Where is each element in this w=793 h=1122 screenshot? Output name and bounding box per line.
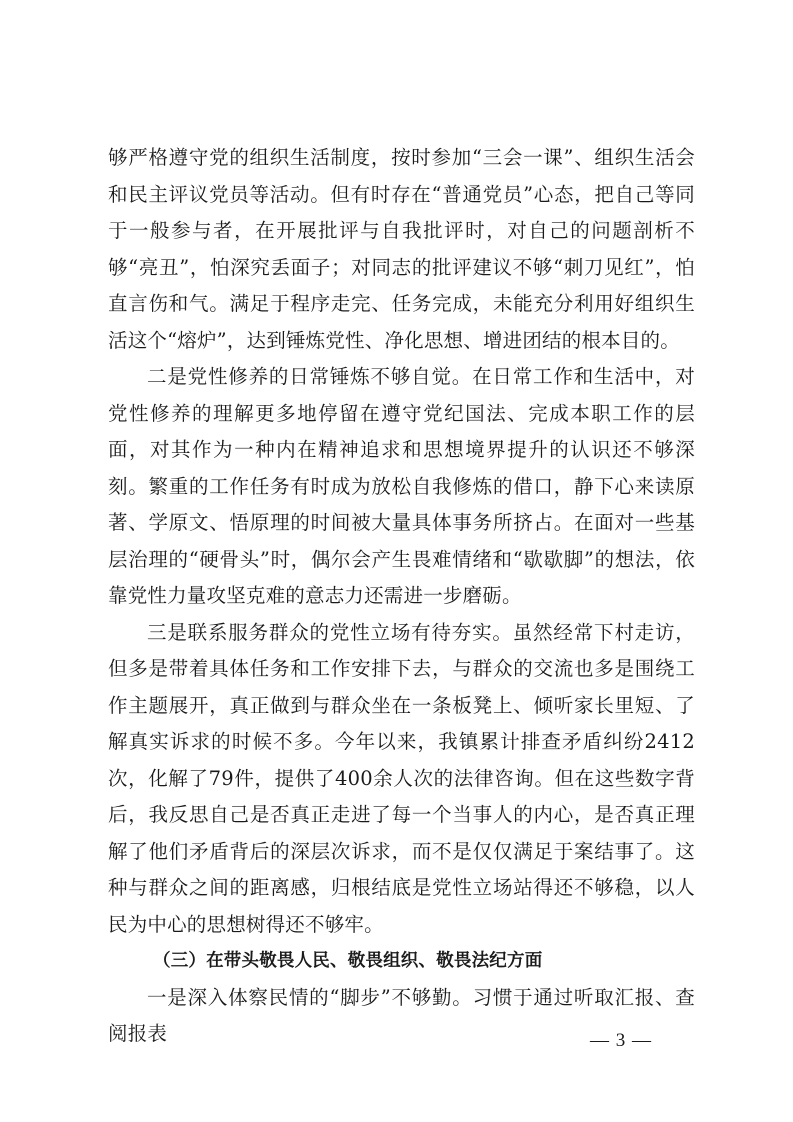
document-body: [108, 140, 695, 1053]
section-heading: （三）在带头敬畏人民、敬畏组织、敬畏法纪方面: [153, 951, 543, 971]
paragraph-serving-the-masses: 三是联系服务群众的党性立场有待夯实。虽然经常下村走访，但多是带着具体任务和工作安排下去，与群众的交流也多是围绕工作主题展开，真正做到与群众坐在一条板凳上、倾听家长里短、了解真实诉求的时候不多。今年以来，我镇累计排查矛盾纠纷2412次，化解了79件，提供了400余人次的法律咨询。但在这些数字背后，我反思自己是否真正走进了每一个当事人的内心，是否真正理解了他们矛盾背后的深层次诉求，而不是仅仅满足于案结事了。这种与群众之间的距离感，归根结底是党性立场站得还不够稳，以人民为中心的思想树得还不够牢。: [108, 620, 695, 936]
paragraph-field-visits: 一是深入体察民情的“脚步”不够勤。习惯于通过听取汇报、查阅报表: [108, 985, 695, 1045]
page-number: — 3 —: [590, 1030, 652, 1051]
paragraph-organizational-life: 够严格遵守党的组织生活制度，按时参加“三会一课”、组织生活会和民主评议党员等活动。但有时存在“普通党员”心态，把自己等同于一般参与者，在开展批评与自我批评时，对自己的问题剖析不够“亮丑”，怕深究丢面子；对同志的批评建议不够“刺刀见红”，怕直言伤和气。满足于程序走完、任务完成，未能充分利用好组织生活这个“熔炉”，达到锤炼党性、净化思想、增进团结的根本目的。: [108, 146, 695, 352]
paragraph-party-spirit-cultivation: 二是党性修养的日常锤炼不够自觉。在日常工作和生活中，对党性修养的理解更多地停留在遵守党纪国法、完成本职工作的层面，对其作为一种内在精神追求和思想境界提升的认识还不够深刻。繁重的工作任务有时成为放松自我修炼的借口，静下心来读原著、学原文、悟原理的时间被大量具体事务所挤占。在面对一些基层治理的“硬骨头”时，偶尔会产生畏难情绪和“歇歇脚”的想法，依靠党性力量攻坚克难的意志力还需进一步磨砺。: [108, 365, 695, 607]
